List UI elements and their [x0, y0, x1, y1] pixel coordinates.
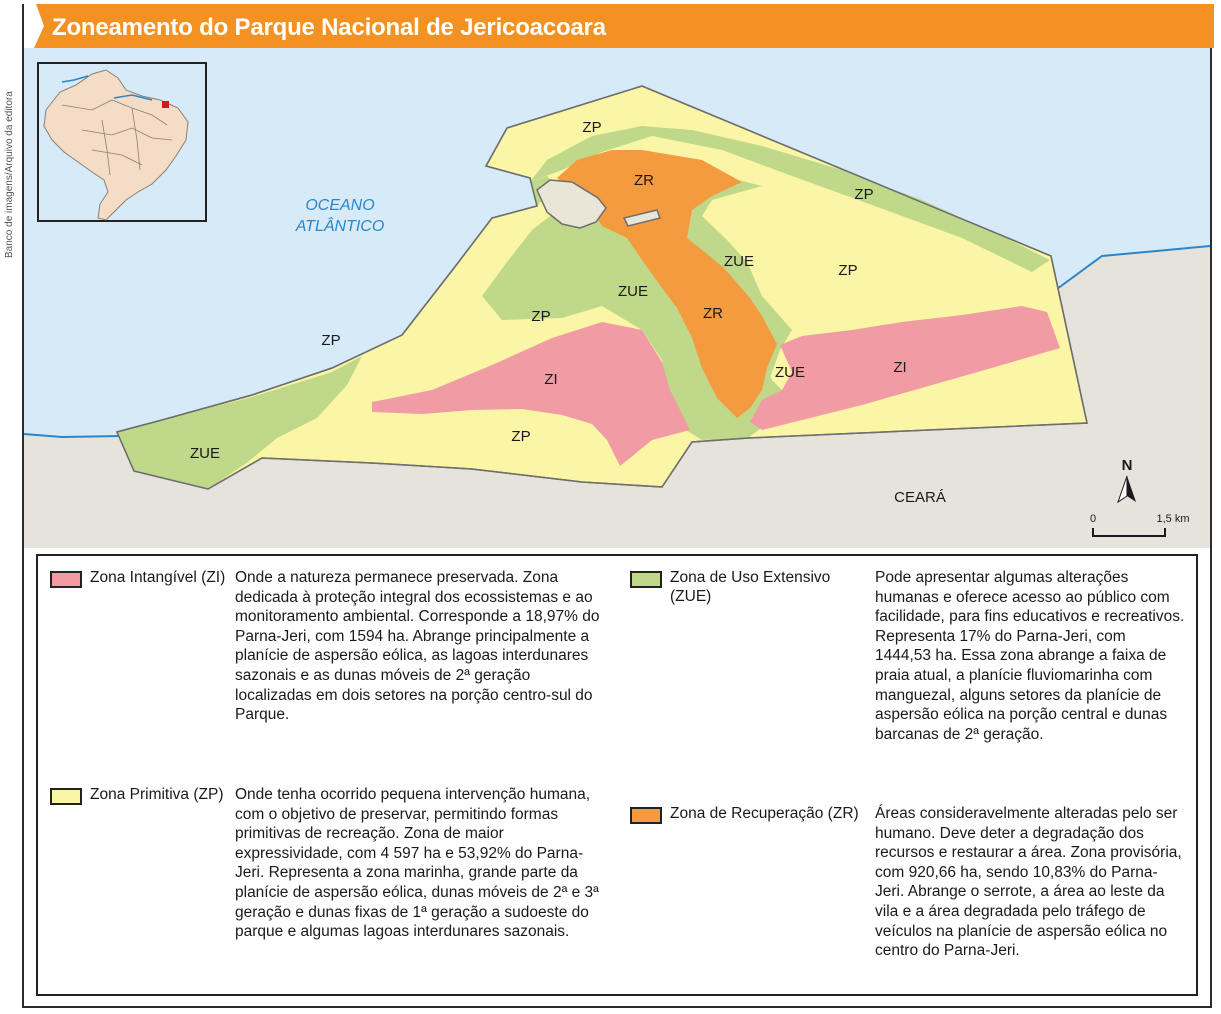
zone-label-zue: ZUE: [190, 445, 220, 462]
legend-desc-zr: Áreas consideravelmente alteradas pelo ser humano. Deve deter a degradação dos recursos e restaurar a área. Zona provisória, com 920,66 ha, sendo 10,83% do Parna-Jeri. Abrange o serrote, a área ao leste da vila e a área degradada pelo tráfego de veículos na planície de aspersão eólica no centro do Parna-Jeri.: [875, 805, 1182, 960]
legend-name-zp: Zona Primitiva (ZP): [90, 786, 224, 803]
zone-label-zp: ZP: [854, 186, 874, 203]
zone-label-zr: ZR: [634, 172, 654, 189]
legend-name-zue: Zona de Uso Extensivo (ZUE): [670, 569, 831, 605]
legend-desc-zi: Onde a natureza permanece preservada. Zona dedicada à proteção integral dos ecossistemas e ao monitoramento ambiental. Corresponde a 18,97% do Parna-Jeri, com 1594 ha. Abrange principalmente a planície de aspersão eólica, as lagoas interdunares sazonais e as dunas móveis de 2ª geração localizadas em dois setores na porção centro-sul do Parque.: [235, 569, 600, 724]
legend-swatch-zi: [50, 571, 82, 588]
zone-label-zp: ZP: [582, 119, 602, 136]
ocean-label-line1: OCEANO: [305, 197, 375, 214]
scale-start-label: 0: [1089, 513, 1097, 525]
zone-label-zue: ZUE: [724, 253, 754, 270]
scale-end-label: 1,5 km: [1156, 513, 1190, 525]
map-title: Zoneamento do Parque Nacional de Jericoacoara: [52, 14, 606, 41]
legend-desc-zue: Pode apresentar algumas alterações humanas e oferece acesso ao público com facilidade, para fins educativos e recreativos. Representa 17% do Parna-Jeri, com 1444,53 ha. Essa zona abrange a faixa de praia atual, a planície fluviomarinha com manguezal, alguns setores da planície de aspersão eólica na porção central e dunas barcanas de 2ª geração.: [875, 569, 1185, 743]
image-credit: [2, 40, 16, 270]
zone-label-zp: ZP: [321, 332, 341, 349]
zone-label-zp: ZP: [838, 262, 858, 279]
legend-name-zr: Zona de Recuperação (ZR): [670, 805, 859, 822]
legend-swatch-zue: [630, 571, 662, 588]
legend-swatch-zr: [630, 807, 662, 824]
credit-text: Banco de imagens/Arquivo da editora: [4, 91, 15, 258]
inset-map: [38, 63, 206, 221]
legend-swatch-zp: [50, 788, 82, 805]
north-label: N: [1121, 457, 1133, 474]
zone-label-zr: ZR: [703, 305, 723, 322]
title-bar: [22, 4, 1214, 48]
legend: [36, 554, 1198, 996]
zone-label-zue: ZUE: [618, 283, 648, 300]
park-map: [24, 48, 1210, 548]
region-label: CEARÁ: [894, 489, 946, 506]
zone-label-zue: ZUE: [775, 364, 805, 381]
zone-label-zi: ZI: [544, 371, 558, 388]
map-figure: [22, 4, 1212, 1008]
zone-label-zp: ZP: [531, 308, 551, 325]
zone-label-zp: ZP: [511, 428, 531, 445]
ocean-label-line2: ATLÂNTICO: [295, 218, 385, 235]
inset-location-marker: [162, 101, 169, 108]
legend-name-zi: Zona Intangível (ZI): [90, 569, 226, 586]
legend-desc-zp: Onde tenha ocorrido pequena intervenção humana, com o objetivo de preservar, permitindo formas primitivas de recreação. Zona de maior expressividade, com 4 597 ha e 53,92% do Parna-Jeri. Representa a zona marinha, grande parte da planície de aspersão eólica, dunas móveis de 2ª e 3ª geração e dunas fixas de 1ª geração a sudoeste do parque e algumas lagoas interdunares sazonais.: [235, 786, 599, 941]
zone-label-zi: ZI: [893, 359, 907, 376]
